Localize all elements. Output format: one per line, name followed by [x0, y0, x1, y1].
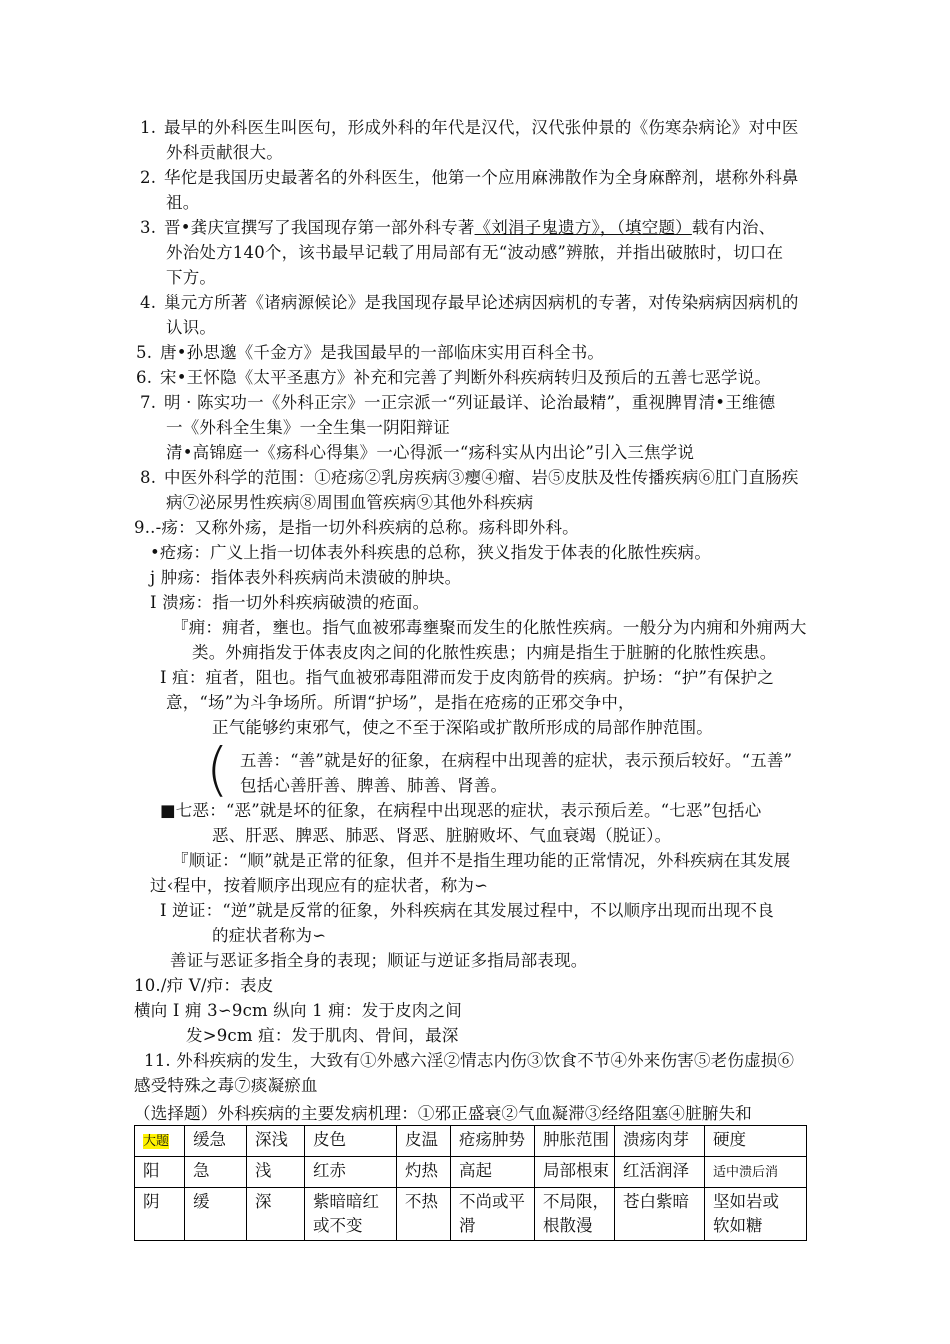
item-9-line-14: 『顺证：“顺”就是正常的征象，但并不是指生理功能的正常情况，外科疾病在其发展 — [172, 851, 791, 870]
header-cell: 硬度 — [705, 1126, 807, 1157]
table-cell: 阳 — [135, 1157, 185, 1188]
item-5-text: 唐•孙思邈《千金方》是我国最早的一部临床实用百科全书。 — [160, 343, 605, 362]
item-3-line-3: 下方。 — [166, 268, 217, 287]
header-cell: 皮温 — [397, 1126, 451, 1157]
item-9-line-3: j 肿疡：指体表外科疾病尚未溃破的肿块。 — [150, 568, 462, 587]
cell-line: 滑 — [459, 1216, 476, 1235]
item-3-underlined-title: 《刘涓子鬼遗方》，（填空题） — [474, 218, 692, 237]
item-4-line-1 — [140, 291, 799, 315]
table-cell: 苍白紫暗 — [615, 1188, 705, 1241]
item-6-line-1 — [136, 366, 771, 390]
table-cell: 局部根束 — [535, 1157, 615, 1188]
header-cell: 缓急 — [185, 1126, 247, 1157]
table-cell: 深 — [247, 1188, 305, 1241]
item-7-number: 7. — [140, 393, 157, 412]
table-cell: 不热 — [397, 1188, 451, 1241]
header-cell: 疮疡肿势 — [451, 1126, 535, 1157]
item-2-number: 2. — [140, 168, 157, 187]
item-11-line-1: 11. 外科疾病的发生，大致有①外感六淫②情志内伤③饮食不节④外来伤害⑤老伤虚损⑥ — [144, 1051, 795, 1070]
item-8-line-1 — [140, 466, 799, 490]
item-1-number: 1. — [140, 118, 157, 137]
yin-yang-table — [134, 1125, 807, 1241]
cell-line: 坚如岩或 — [713, 1192, 779, 1211]
cell-line: 紫暗暗红 — [313, 1192, 379, 1211]
header-cell: 深浅 — [247, 1126, 305, 1157]
item-5-number: 5. — [136, 343, 153, 362]
item-8-number: 8. — [140, 468, 157, 487]
table-cell: 灼热 — [397, 1157, 451, 1188]
item-1-text: 最早的外科医生叫医句，形成外科的年代是汉代，汉代张仲景的《伤寒杂病论》对中医 — [164, 118, 799, 137]
item-1-line-2: 外科贡献很大。 — [166, 143, 283, 162]
table-row-yang — [135, 1157, 807, 1188]
item-9-line-8: 意，“场”为斗争场所。所谓“护场”，是指在疮疡的正邪交争中， — [166, 693, 635, 712]
item-3-number: 3. — [140, 218, 157, 237]
item-9-line-10: 五善：“善”就是好的征象，在病程中出现善的症状，表示预后较好。“五善” — [240, 751, 793, 770]
item-4-text: 巢元方所著《诸病源候论》是我国现存最早论述病因病机的专著，对传染病病因病机的 — [164, 293, 799, 312]
item-7-line-1 — [140, 391, 775, 415]
table-cell: 浅 — [247, 1157, 305, 1188]
item-6-number: 6. — [136, 368, 153, 387]
item-7-line-3: 清•高锦庭一《疡科心得集》一心得派一“疡科实从内出论”引入三焦学说 — [166, 443, 695, 462]
item-2-line-1 — [140, 166, 799, 190]
table-cell: 缓 — [185, 1188, 247, 1241]
item-4-number: 4. — [140, 293, 157, 312]
item-3-text-c: 载有内治、 — [691, 218, 776, 237]
item-10-line-3: 发>9cm 疽：发于肌肉、骨间，最深 — [186, 1026, 459, 1045]
table-cell: 急 — [185, 1157, 247, 1188]
table-header-row — [135, 1126, 807, 1157]
item-7-text: 明 · 陈实功一《外科正宗》一正宗派一“列证最详、论治最精”，重视脾胃清•王维德 — [164, 393, 776, 412]
item-9-line-17: 的症状者称为∽ — [212, 926, 327, 945]
item-8-text: 中医外科学的范围：①疮疡②乳房疾病③瘿④瘤、岩⑤皮肤及性传播疾病⑥肛门直肠疾 — [164, 468, 799, 487]
table-cell — [705, 1188, 807, 1241]
table-cell: 高起 — [451, 1157, 535, 1188]
item-8-line-2: 病⑦泌尿男性疾病⑧周围血管疾病⑨其他外科疾病 — [166, 493, 534, 512]
table-row-yin — [135, 1188, 807, 1241]
item-9-line-12: ■七恶：“恶”就是坏的征象，在病程中出现恶的症状，表示预后差。“七恶”包括心 — [160, 801, 762, 820]
item-10-line-1: 10./疖 V/疖：表皮 — [134, 976, 274, 995]
table-cell — [705, 1157, 807, 1188]
table-cell — [305, 1188, 397, 1241]
table-cell-small: 适中溃后消 — [713, 1165, 779, 1180]
item-9-line-16: I 逆证：“逆”就是反常的征象，外科疾病在其发展过程中，不以顺序出现而出现不良 — [160, 901, 774, 920]
header-cell: 溃疡肉芽 — [615, 1126, 705, 1157]
item-9-line-6: 类。外痈指发于体表皮肉之间的化脓性疾患；内痈是指生于脏腑的化脓性疾患。 — [192, 643, 777, 662]
table-cell — [451, 1188, 535, 1241]
item-9-line-11: 包括心善肝善、脾善、肺善、肾善。 — [240, 776, 508, 795]
item-3-line-2: 外治处方140个，该书最早记载了用局部有无“波动感”辨脓，并指出破脓时，切口在 — [166, 243, 784, 262]
table-cell: 红活润泽 — [615, 1157, 705, 1188]
item-9-line-7: I 疽：疽者，阻也。指气血被邪毒阻滞而发于皮肉筋骨的疾病。护场：“护”有保护之 — [160, 668, 774, 687]
header-cell — [135, 1126, 185, 1157]
item-9-line-9: 正气能够约束邪气，使之不至于深陷或扩散所形成的局部作肿范围。 — [212, 718, 713, 737]
item-10-line-2: 横向 I 痈 3∽9cm 纵向 1 痈：发于皮肉之间 — [134, 1001, 462, 1020]
item-9-line-4: I 溃疡：指一切外科疾病破溃的疮面。 — [150, 593, 430, 612]
item-11-line-2: 感受特殊之毒⑦痰凝瘀血 — [134, 1076, 318, 1095]
item-9-line-13: 恶、肝恶、脾恶、肺恶、肾恶、脏腑败坏、气血衰竭（脱证）。 — [212, 826, 672, 845]
cell-line: 根散漫 — [543, 1216, 593, 1235]
cell-line: 软如糖 — [713, 1216, 763, 1235]
item-3-line-1 — [140, 216, 775, 240]
item-5-line-1 — [136, 341, 604, 365]
header-cell: 肿胀范围 — [535, 1126, 615, 1157]
cell-line: 或不变 — [313, 1216, 363, 1235]
item-3-text-a: 晋•龚庆宣撰写了我国现存第一部外科专著 — [164, 218, 475, 237]
item-7-line-2: 一《外科全生集》一全生集一阴阳辩证 — [166, 418, 450, 437]
table-cell — [535, 1188, 615, 1241]
item-9-line-15: 过‹程中，按着顺序出现应有的症状者，称为∽ — [150, 876, 489, 895]
cell-line: 不尚或平 — [459, 1192, 525, 1211]
table-cell: 红赤 — [305, 1157, 397, 1188]
item-2-line-2: 祖。 — [166, 193, 200, 212]
header-cell: 皮色 — [305, 1126, 397, 1157]
item-9-line-5: 『痈：痈者，壅也。指气血被邪毒壅聚而发生的化脓性疾病。一般分为内痈和外痈两大 — [172, 618, 807, 637]
item-9-line-1: 9..-疡：又称外疡，是指一切外科疾病的总称。疡科即外科。 — [134, 518, 579, 537]
item-11-line-3: （选择题）外科疾病的主要发病机理：①邪正盛衰②气血凝滞③经络阻塞④脏腑失和 — [134, 1104, 752, 1123]
header-highlight: 大题 — [143, 1134, 170, 1149]
item-2-text: 华佗是我国历史最著名的外科医生，他第一个应用麻沸散作为全身麻醉剂，堪称外科鼻 — [164, 168, 799, 187]
item-9-line-18: 善证与恶证多指全身的表现；顺证与逆证多指局部表现。 — [170, 951, 588, 970]
table-cell: 阴 — [135, 1188, 185, 1241]
item-6-text: 宋•王怀隐《太平圣惠方》补充和完善了判断外科疾病转归及预后的五善七恶学说。 — [160, 368, 772, 387]
item-1-line-1 — [140, 116, 799, 140]
brace-bracket: ( — [206, 735, 229, 803]
cell-line: 不局限， — [543, 1192, 609, 1211]
item-4-line-2: 认识。 — [166, 318, 217, 337]
item-9-line-2: •疮疡：广义上指一切体表外科疾患的总称，狭义指发于体表的化脓性疾病。 — [150, 543, 712, 562]
